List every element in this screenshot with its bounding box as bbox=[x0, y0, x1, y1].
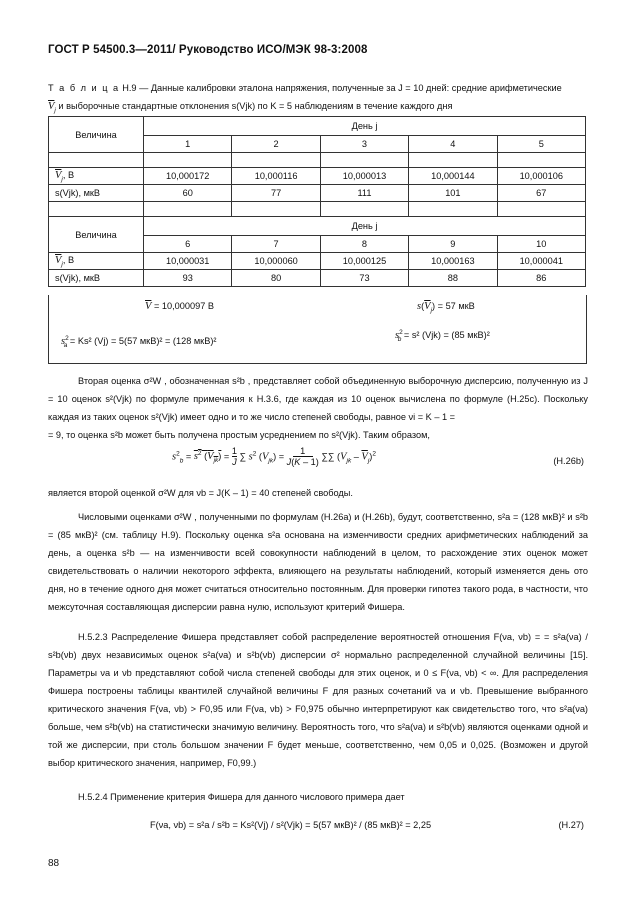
paragraph-4: Н.5.2.3 Распределение Фишера представляет собой распределение вероятностей отношения F(νa, νb) = = s²a(νa) / s²b(νb) двух независимых оценок s²a(νa) и s²b(νb) дисперсии σ² нормально распределенной случайной величины [15]. Параметры νa и νb представляют собой числа степеней свободы для этих оценок, и 0 ≤ F(νa, νb) < ∞. Для распределения Фишера построены таблицы квантилей случайной величины F для разных сочетаний νa и νb. Превышение выбранного критического значения F(νa, νb) > F0,95 или F(νa, νb) > F0,975 обычно интерпретируют как свидетельство того, что s²a(νa) больше, чем s²b(νb) на статистически значимую величину. Вероятность того, что s²a(νa) и s²b(νb) являются оценками одной и той же дисперсии, при столь большом значении F будет меньше, соответственно, чем 0,05 и 0,025. (Возможен и другой выбор критического значения, например, F0,99.) bbox=[48, 632, 588, 768]
value-cell: 73 bbox=[320, 270, 408, 287]
paragraph-1: Вторая оценка σ²W , обозначенная s²b , представляет собой объединенную выборочную дисперсию, полученную из J = 10 оценок s²(Vjk) по формуле примечания к Н.3.6, где каждая из 10 оценок вычислена по формуле (Н.25с). Поскольку каждая из таких оценок s²(Vjk) имеет одно и то же число степеней свободы, равное νi = K – 1 = = 9, то оценка s²b может быть получена простым усреднением по s²(Vjk). Таким образом, bbox=[48, 376, 588, 440]
equation-27: F(νa, νb) = s²a / s²b = Ks²(Vj) / s²(Vjk) = 5(57 мкВ)² / (85 мкВ)² = 2,25 bbox=[150, 820, 432, 830]
value-cell: 111 bbox=[320, 185, 408, 202]
value-cell: 10,000125 bbox=[320, 253, 408, 270]
day-cell: 4 bbox=[409, 136, 497, 153]
day-header-1: День j bbox=[144, 117, 586, 136]
sb-equation: $s^2_b = s^2$ (Vjk) = (85 мкВ)² bbox=[395, 329, 490, 343]
value-cell: 77 bbox=[232, 185, 320, 202]
day-cell: 3 bbox=[320, 136, 408, 153]
row-label-s: s(Vjk), мкВ bbox=[49, 270, 144, 287]
value-cell: 60 bbox=[144, 185, 232, 202]
equation-26b-number: (Н.26b) bbox=[553, 456, 584, 466]
day-cell: 8 bbox=[320, 236, 408, 253]
table-summary bbox=[48, 295, 587, 364]
day-cell: 9 bbox=[409, 236, 497, 253]
s-mean: $s(\overline{V}_j) = 57$ мкВ bbox=[417, 301, 475, 314]
day-cell: 2 bbox=[232, 136, 320, 153]
document-header: ГОСТ Р 54500.3—2011/ Руководство ИСО/МЭК 98-3:2008 bbox=[48, 44, 368, 56]
value-cell: 80 bbox=[232, 270, 320, 287]
value-cell: 86 bbox=[497, 270, 585, 287]
table-caption bbox=[48, 79, 588, 120]
vj-bar-symbol: $\overline{V}_j$ bbox=[48, 101, 56, 114]
calibration-table bbox=[48, 116, 586, 287]
col-header-quantity: Величина bbox=[49, 117, 144, 153]
day-cell: 7 bbox=[232, 236, 320, 253]
day-cell: 10 bbox=[497, 236, 585, 253]
day-header-2: День j bbox=[144, 217, 586, 236]
value-cell: 10,000172 bbox=[144, 168, 232, 185]
equation-27-number: (Н.27) bbox=[558, 820, 584, 830]
caption-label: Т а б л и ц а bbox=[48, 83, 120, 93]
paragraph-2: является второй оценкой σ²W для νb = J(K – 1) = 40 степеней свободы. bbox=[48, 488, 353, 498]
value-cell: 10,000163 bbox=[409, 253, 497, 270]
value-cell: 93 bbox=[144, 270, 232, 287]
value-cell: 10,000116 bbox=[232, 168, 320, 185]
row-label-v: $\overline{V}_j$, В bbox=[49, 253, 144, 270]
day-cell: 1 bbox=[144, 136, 232, 153]
value-cell: 10,000144 bbox=[409, 168, 497, 185]
caption-text-1: Н.9 — Данные калибровки эталона напряжения, полученные за J = 10 дней: средние арифметические bbox=[119, 83, 562, 93]
paragraph-5: Н.5.2.4 Применение критерия Фишера для данного числового примера дает bbox=[78, 792, 405, 802]
equation-26b: $s^2_b = s^2$ $(V_{jk}) = \frac{1}{J}$ ∑ $s^2$ $(V_{jk})$ = 1 J(K – 1) ∑∑ $(V_{jk} - \overline{V}_j)^2$ bbox=[172, 446, 376, 467]
value-cell: 67 bbox=[497, 185, 585, 202]
day-cell: 5 bbox=[497, 136, 585, 153]
v-mean: $\overline{V} = 10,000097$ В bbox=[145, 301, 215, 312]
value-cell: 10,000060 bbox=[232, 253, 320, 270]
caption-text-2: и выборочные стандартные отклонения s(Vjk) по K = 5 наблюдениям в течение каждого дня bbox=[55, 101, 453, 111]
day-cell: 6 bbox=[144, 236, 232, 253]
value-cell: 10,000013 bbox=[320, 168, 408, 185]
row-label-v: $\overline{V}_j$, В bbox=[49, 168, 144, 185]
sa-equation: $s^2_a = Ks^2$ (Vj) = 5(57 мкВ)² = (128 мкВ)² bbox=[61, 335, 217, 349]
value-cell: 88 bbox=[409, 270, 497, 287]
paragraph-3: Числовыми оценками σ²W , полученными по формулам (Н.26а) и (Н.26b), будут, соответственно, s²a = (128 мкВ)² и s²b = (85 мкВ)² (см. таблицу Н.9). Поскольку оценка s²a основана на изменчивости средних арифметических наблюдений за день, а оценка s²b — на изменчивости всей совокупности наблюдений в целом, то расхождение этих оценок может свидетельствовать о наличии некоторого эффекта, влияющего на результаты наблюдений, который изменяется день ото дня, но в течение одного дня может считаться относительно постоянным. Для проверки гипотез такого рода, в частности, что межсуточная составляющая дисперсии равна нулю, используют критерий Фишера. bbox=[48, 512, 588, 612]
col-header-quantity: Величина bbox=[49, 217, 144, 253]
page-number: 88 bbox=[48, 858, 60, 869]
value-cell: 10,000106 bbox=[497, 168, 585, 185]
value-cell: 10,000031 bbox=[144, 253, 232, 270]
value-cell: 101 bbox=[409, 185, 497, 202]
row-label-s: s(Vjk), мкВ bbox=[49, 185, 144, 202]
value-cell: 10,000041 bbox=[497, 253, 585, 270]
